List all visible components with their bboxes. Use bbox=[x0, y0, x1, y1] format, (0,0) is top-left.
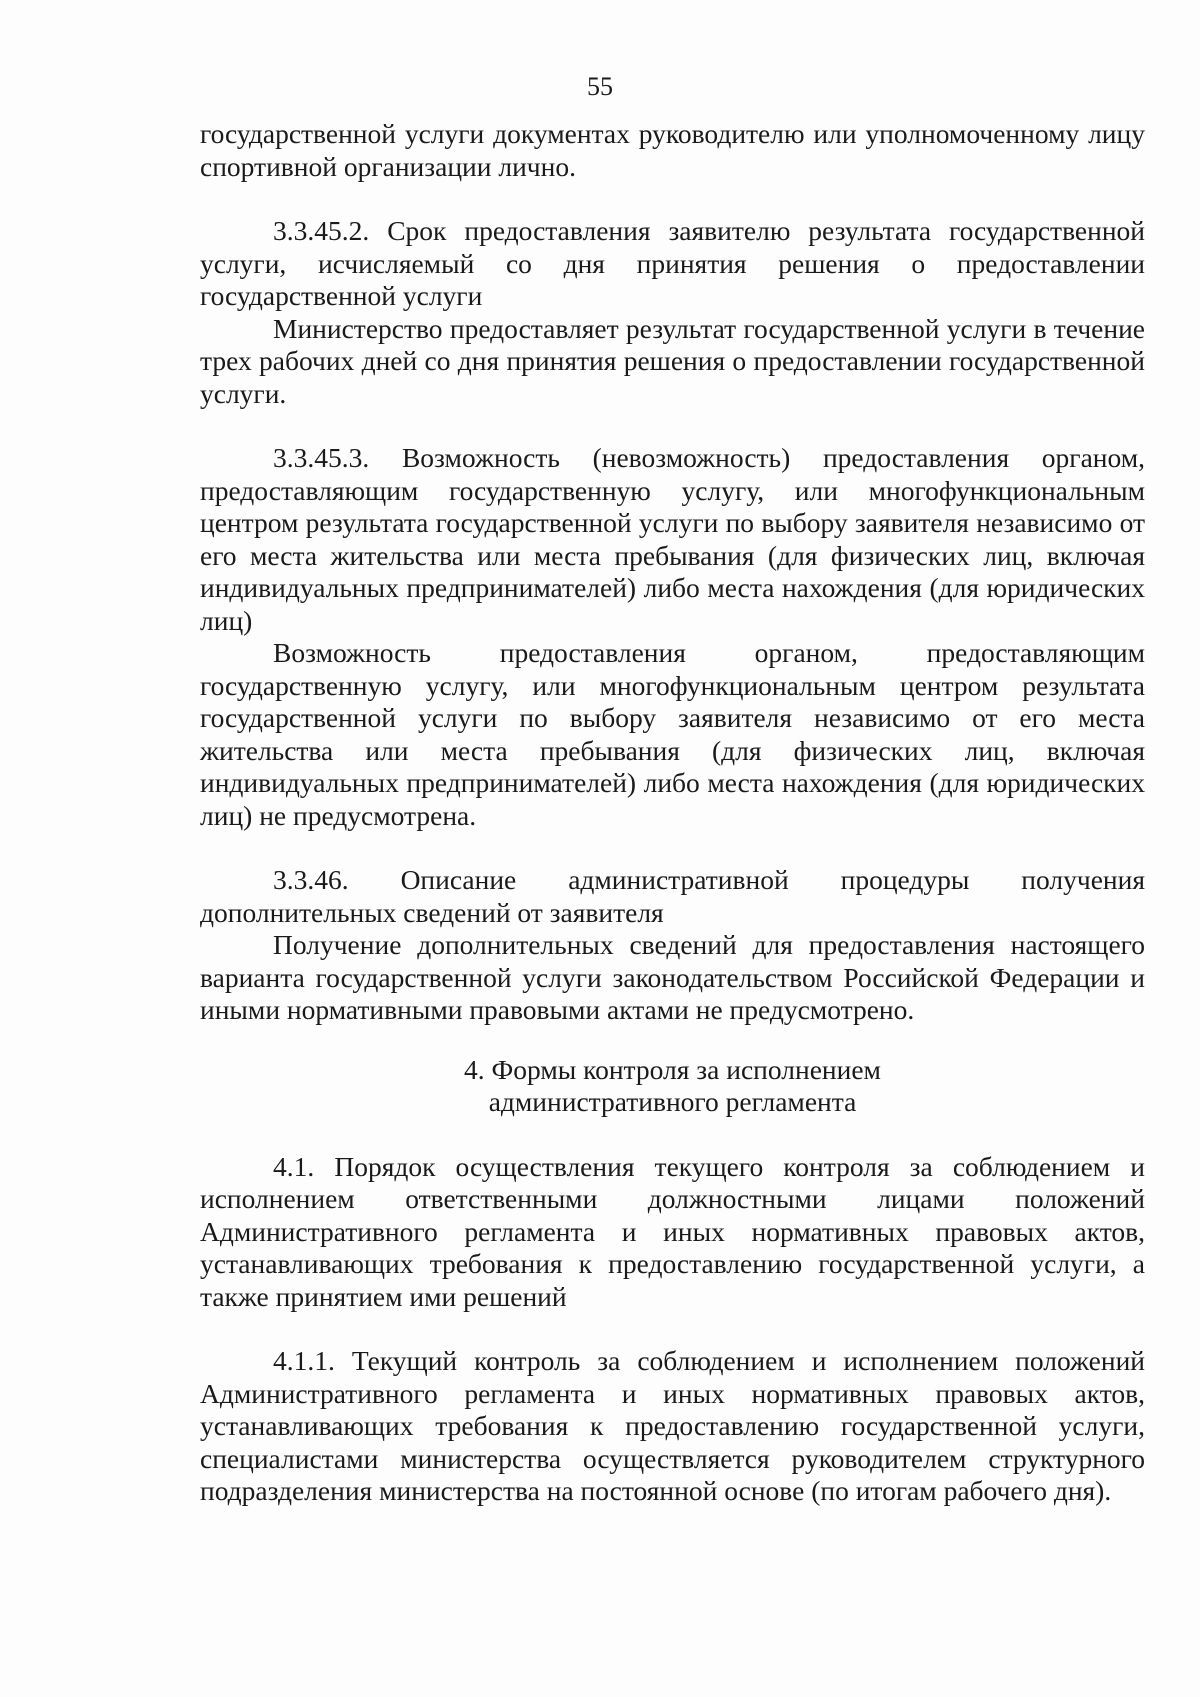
document-body bbox=[200, 118, 1145, 1508]
paragraph-3-3-45-3-body: Возможность предоставления органом, предоставляющим государственную услугу, или многофункциональным центром результата государственной услуги по выбору заявителя независимо от его места жительства или места пребывания (для физических лиц, включая индивидуальных предпринимателей) либо места нахождения (для юридических лиц) не предусмотрена. bbox=[200, 637, 1145, 831]
paragraph-3-3-45-2-body: Министерство предоставляет результат государственной услуги в течение трех рабочих дней со дня принятия решения о предоставлении государственной услуги. bbox=[200, 312, 1145, 409]
paragraph-4-1: 4.1. Порядок осуществления текущего контроля за соблюдением и исполнением ответственными должностными лицами положений Административного регламента и иных нормативных правовых актов, устанавливающих требования к предоставлению государственной услуги, а также принятием ими решений bbox=[200, 1150, 1145, 1312]
paragraph-3-3-45-3-title: 3.3.45.3. Возможность (невозможность) предоставления органом, предоставляющим государственную услугу, или многофункциональным центром результата государственной услуги по выбору заявителя независимо от его места жительства или места пребывания (для физических лиц, включая индивидуальных предпринимателей) либо места нахождения (для юридических лиц) bbox=[200, 442, 1145, 636]
section-heading bbox=[200, 1054, 1145, 1119]
paragraph-3-3-45-2-title: 3.3.45.2. Срок предоставления заявителю результата государственной услуги, исчисляемый со дня принятия решения о предоставлении государственной услуги bbox=[200, 215, 1145, 311]
section-heading-line-1: 4. Формы контроля за исполнением bbox=[464, 1053, 881, 1085]
paragraph-3-3-46-title: 3.3.46. Описание административной процедуры получения дополнительных сведений от заявителя bbox=[200, 864, 1145, 928]
page-number: 55 bbox=[587, 72, 613, 101]
paragraph-4-1-1: 4.1.1. Текущий контроль за соблюдением и исполнением положений Административного регламента и иных нормативных правовых актов, устанавливающих требования к предоставлению государственной услуги, специалистами министерства осуществляется руководителем структурного подразделения министерства на постоянной основе (по итогам рабочего дня). bbox=[200, 1345, 1145, 1506]
paragraph-3-3-46-body: Получение дополнительных сведений для предоставления настоящего варианта государственной услуги законодательством Российской Федерации и иными нормативными правовыми актами не предусмотрено. bbox=[200, 929, 1145, 1025]
section-heading-line-2: административного регламента bbox=[488, 1086, 857, 1117]
paragraph-continuation: государственной услуги документах руководителю или уполномоченному лицу спортивной организации лично. bbox=[200, 118, 1145, 182]
